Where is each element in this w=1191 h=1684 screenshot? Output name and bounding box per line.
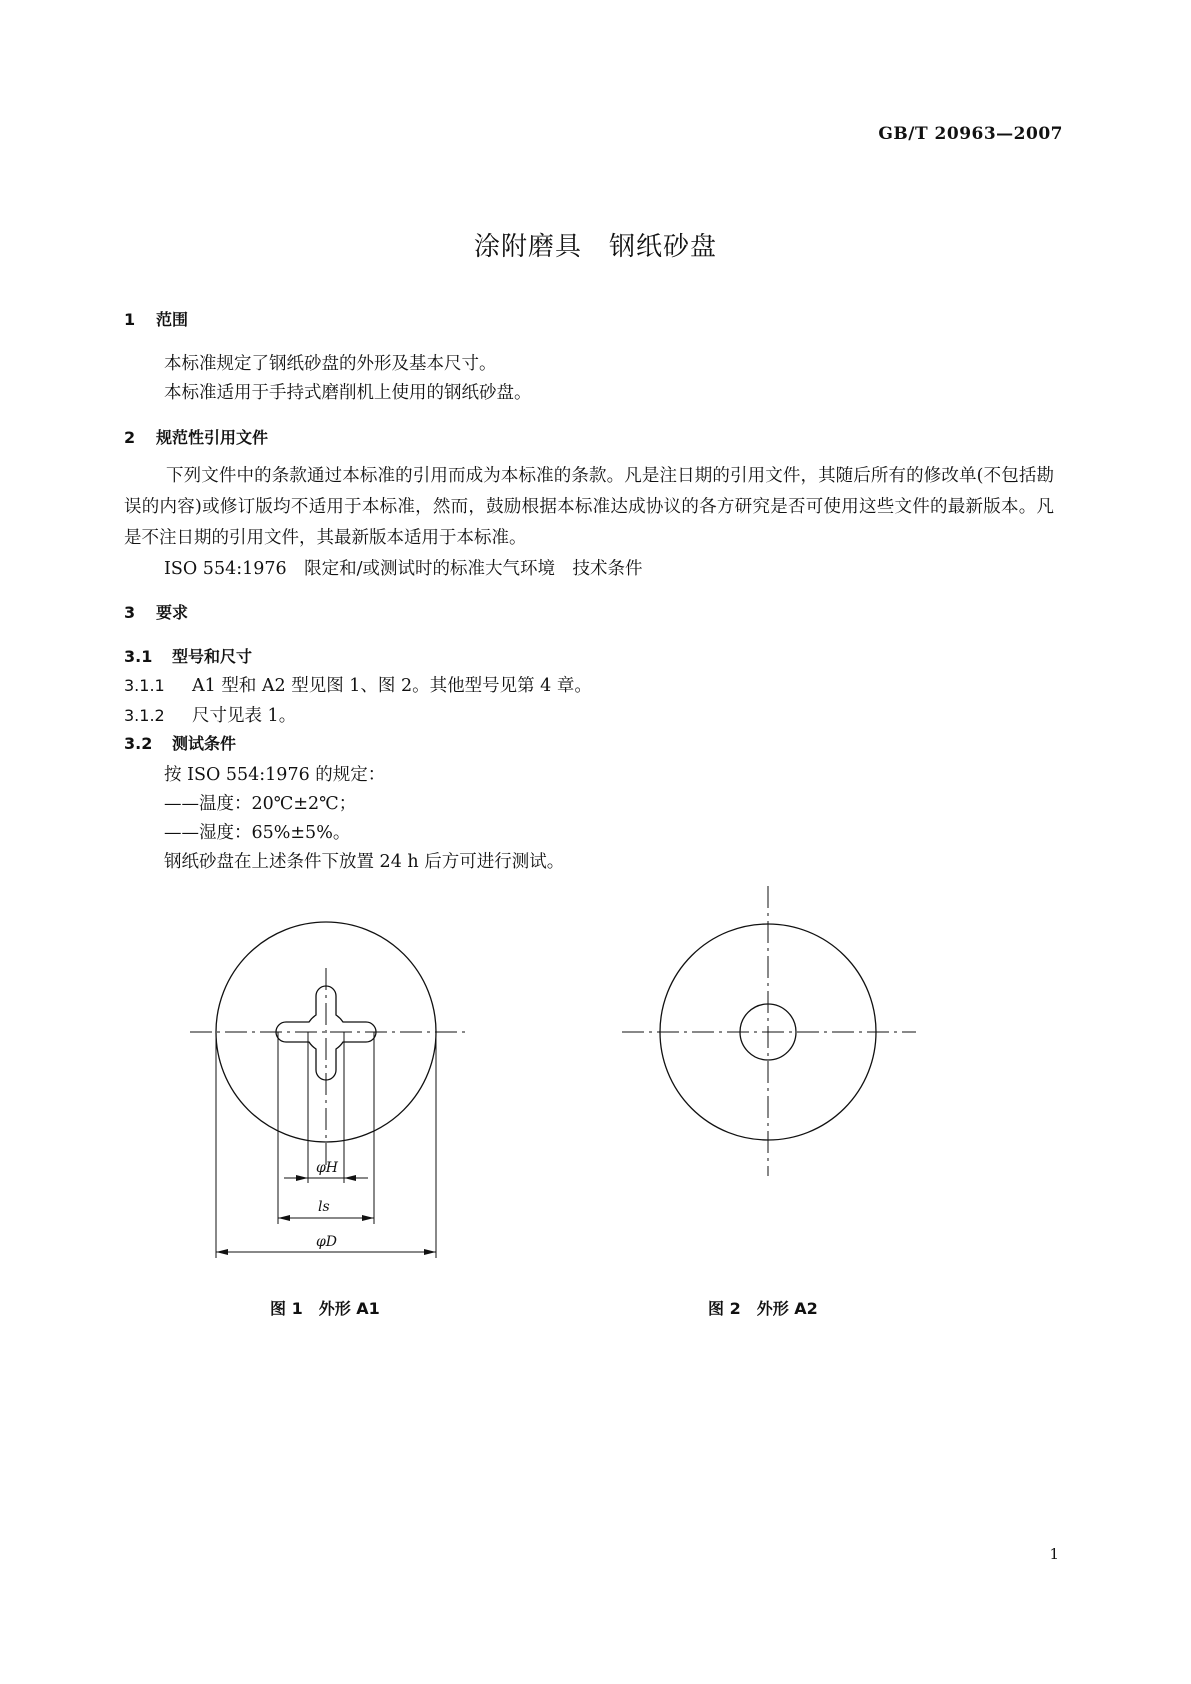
arrowhead (424, 1249, 436, 1255)
figure-1-caption: 图 1 外形 A1 (270, 1299, 380, 1318)
dimension-label-ls: ls (318, 1199, 330, 1215)
section-1-para-1: 本标准规定了钢纸砂盘的外形及基本尺寸。 (164, 354, 497, 374)
arrowhead (216, 1249, 228, 1255)
test-condition-temperature: ——温度：20℃±2℃； (164, 794, 357, 814)
clause-text: 尺寸见表 1。 (192, 706, 297, 726)
figure-2-caption: 图 2 外形 A2 (708, 1299, 818, 1318)
clause-number: 3.1.2 (124, 706, 165, 725)
document-title: 涂附磨具 钢纸砂盘 (473, 232, 717, 262)
clause-number: 3.1.1 (124, 676, 165, 695)
section-number: 3 (124, 603, 136, 622)
test-condition-humidity: ——湿度：65%±5%。 (164, 823, 351, 843)
section-number: 1 (124, 310, 136, 329)
section-1-para-2: 本标准适用于手持式磨削机上使用的钢纸砂盘。 (164, 383, 532, 403)
arrowhead (344, 1175, 356, 1181)
clause-text: A1 型和 A2 型见图 1、图 2。其他型号见第 4 章。 (192, 676, 592, 696)
arrowhead (362, 1215, 374, 1221)
section-number: 3.2 (124, 734, 153, 753)
section-title: 范围 (156, 310, 189, 329)
standard-number: GB/T 20963—2007 (878, 124, 1063, 144)
dimension-label-H: φH (316, 1160, 339, 1176)
section-title: 规范性引用文件 (156, 428, 269, 447)
arrowhead (296, 1175, 308, 1181)
test-condition-note: 钢纸砂盘在上述条件下放置 24 h 后方可进行测试。 (164, 852, 565, 872)
arrowhead (278, 1215, 290, 1221)
page-number: 1 (1049, 1545, 1059, 1563)
section-2-paragraph: 下列文件中的条款通过本标准的引用而成为本标准的条款。凡是注日期的引用文件，其随后所有的修改单(不包括勘误的内容)或修订版均不适用于本标准，然而，鼓励根据本标准达成协议的各方研究是否可使用这些文件的最新版本。凡是不注日期的引用文件，其最新版本适用于本标准。 (124, 466, 1054, 548)
section-number: 2 (124, 428, 136, 447)
section-title: 测试条件 (172, 734, 237, 753)
figure-2-drawing (622, 886, 916, 1176)
test-condition-intro: 按 ISO 554:1976 的规定： (164, 765, 386, 785)
section-number: 3.1 (124, 647, 153, 666)
figure-1-drawing (190, 922, 470, 1258)
section-title: 型号和尺寸 (172, 647, 253, 666)
normative-reference: ISO 554:1976 限定和/或测试时的标准大气环境 技术条件 (164, 559, 643, 579)
section-title: 要求 (156, 603, 189, 622)
dimension-label-D: φD (316, 1234, 338, 1250)
